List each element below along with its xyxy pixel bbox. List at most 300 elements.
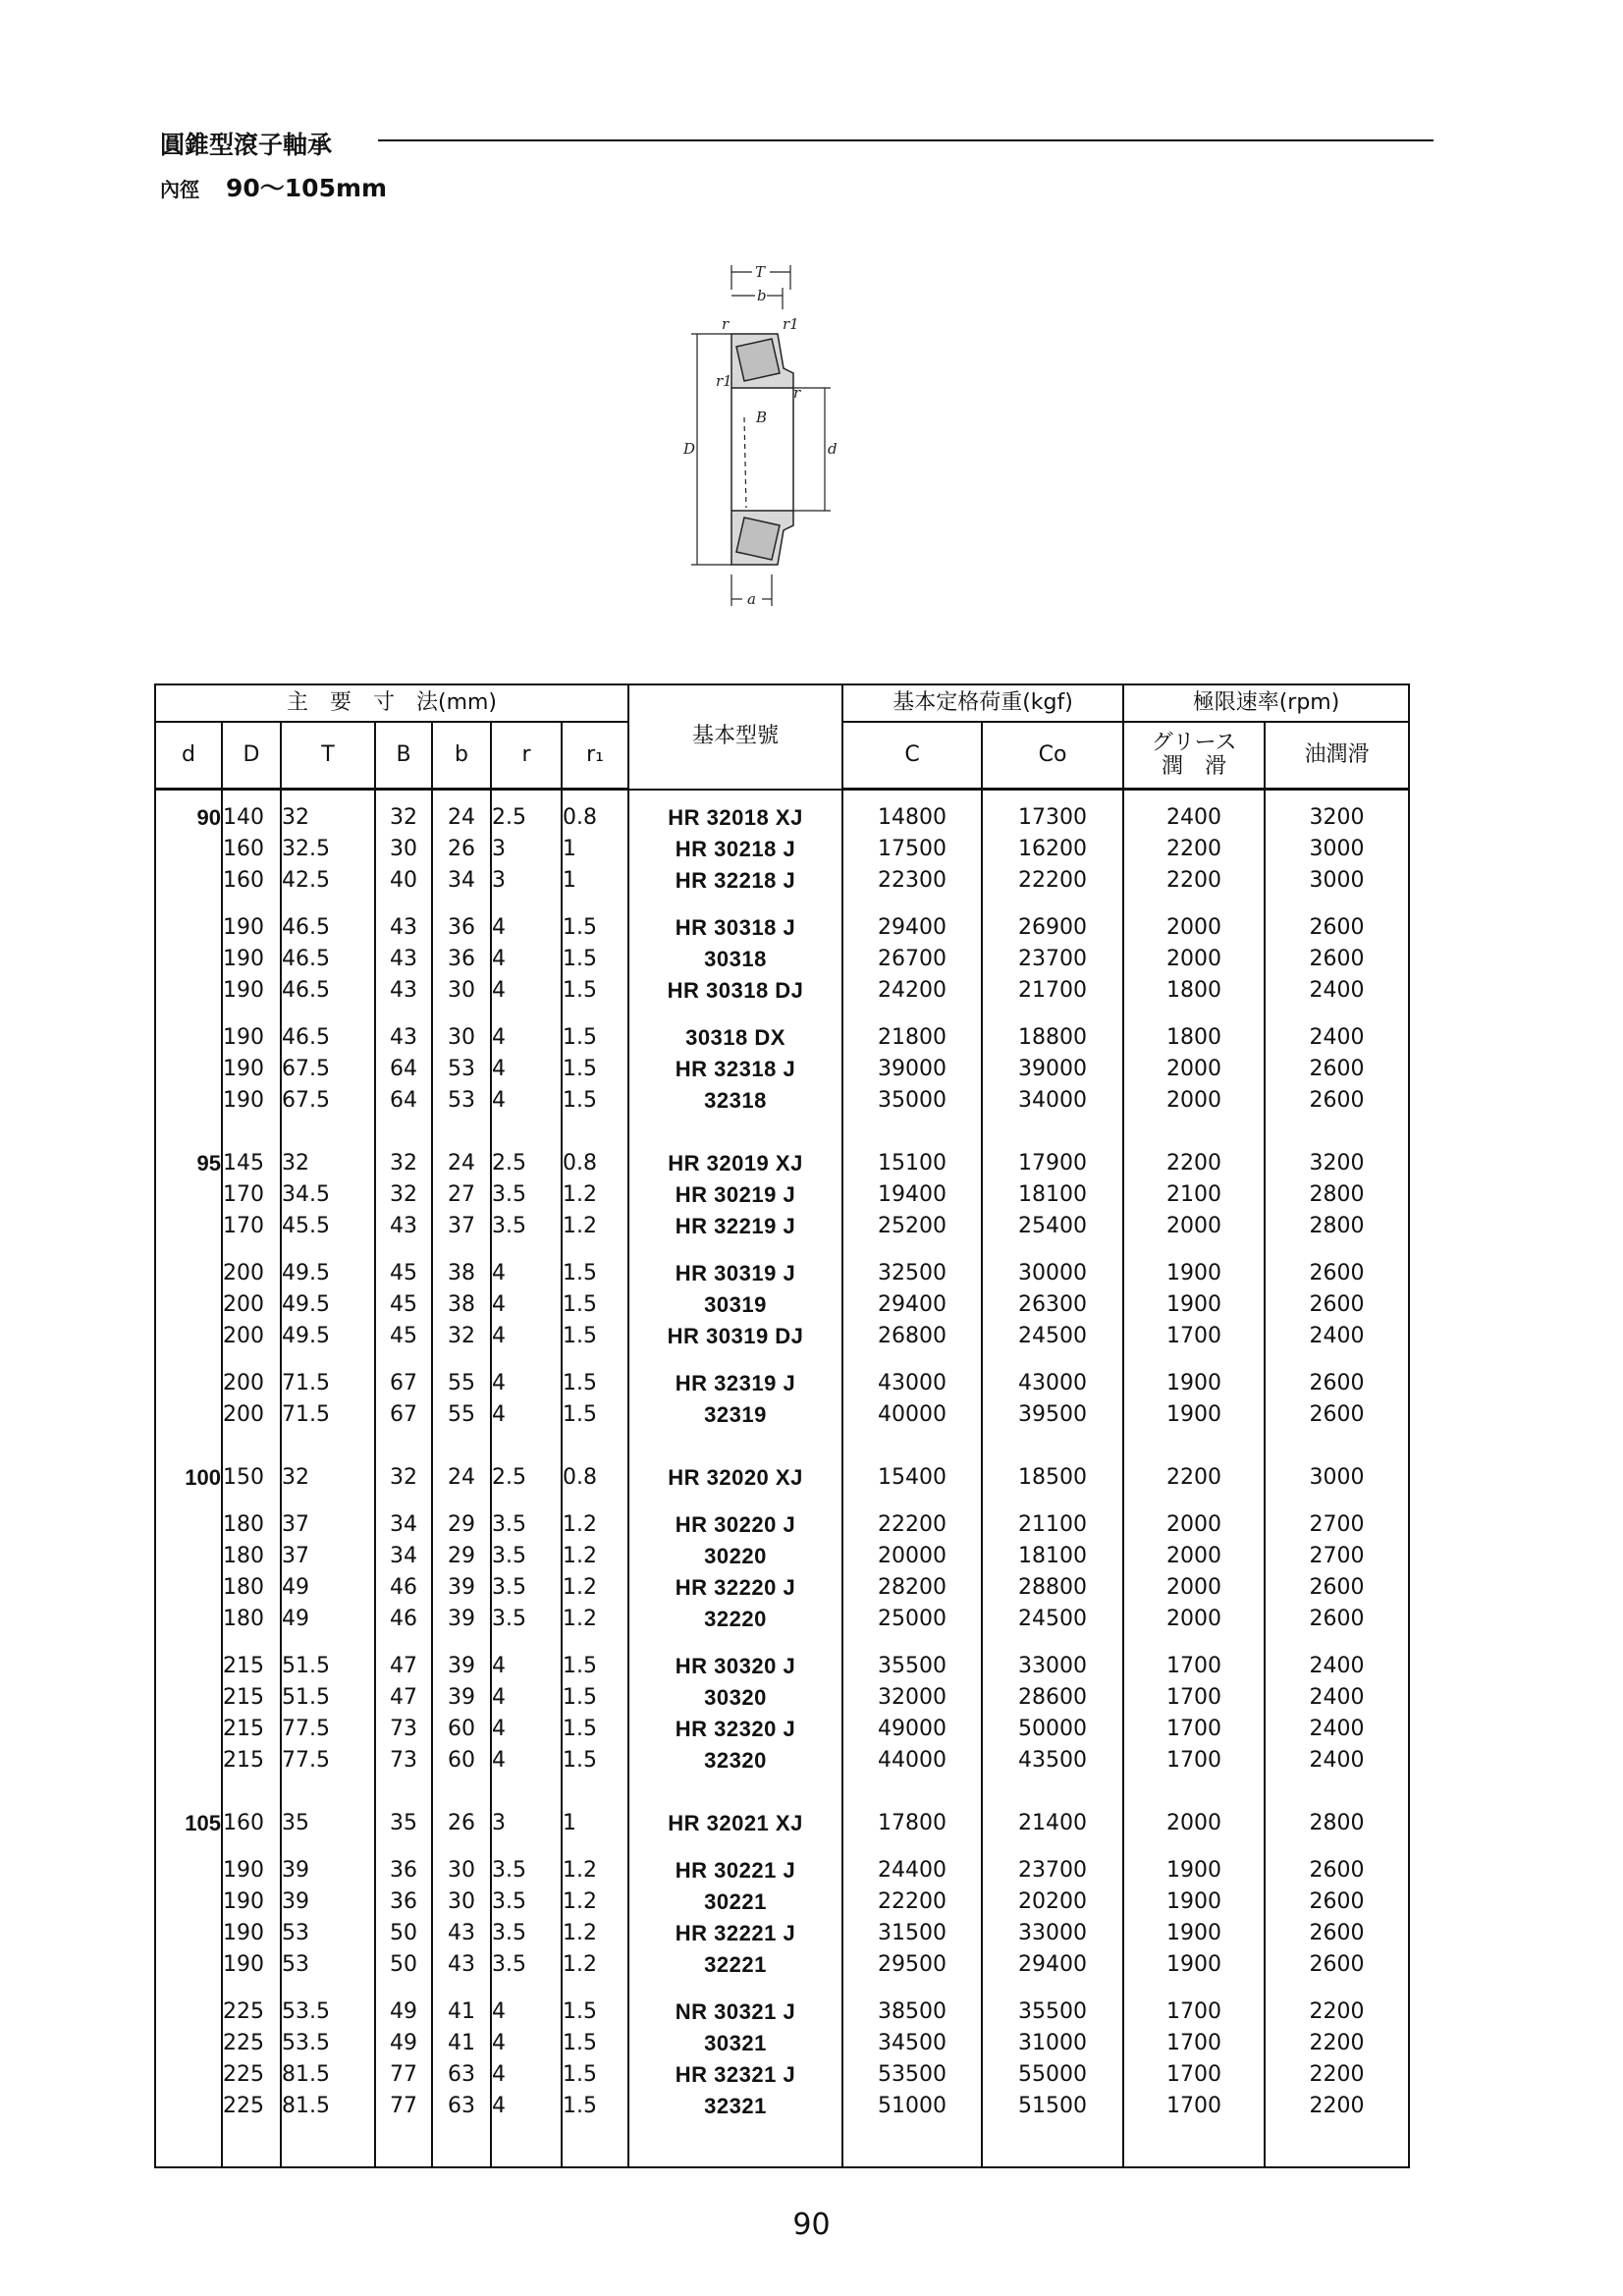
- cell-oil: 2600: [1309, 1292, 1365, 1317]
- cell-r: 4: [492, 915, 506, 940]
- cell-r1: 1.5: [563, 1748, 597, 1773]
- label-b: b: [757, 287, 767, 304]
- cell-r: 4: [492, 2062, 506, 2087]
- cell-oil: 2600: [1309, 915, 1365, 940]
- col-grease-cells: [1123, 790, 1265, 2168]
- cell-r: 2.5: [492, 805, 526, 830]
- label-B: B: [756, 409, 768, 426]
- cell-r1: 1.5: [563, 1654, 597, 1678]
- cell-grease: 1700: [1166, 1685, 1222, 1710]
- cell-grease: 2000: [1166, 915, 1222, 940]
- label-a: a: [747, 590, 756, 608]
- cell-Co: 29400: [1018, 1952, 1088, 1977]
- cell-D: 150: [223, 1465, 264, 1490]
- cell-r: 4: [492, 1654, 506, 1678]
- bore-d-cell: [156, 1289, 221, 1321]
- cell-r: 3.5: [492, 1182, 526, 1207]
- cell-b: 30: [448, 1858, 475, 1883]
- cell-r1: 1.5: [563, 1685, 597, 1710]
- cell-D: 145: [223, 1151, 264, 1175]
- cell-oil: 2600: [1309, 947, 1365, 971]
- cell-B: 47: [390, 1685, 417, 1710]
- cell-model: HR 32018 XJ: [668, 804, 803, 830]
- cell-model: HR 32020 XJ: [668, 1464, 803, 1490]
- cell-C: 28200: [878, 1575, 947, 1600]
- col-header-Co: Co: [982, 722, 1123, 790]
- cell-Co: 28600: [1018, 1685, 1088, 1710]
- cell-T: 53: [282, 1952, 309, 1977]
- cell-T: 32: [282, 1151, 309, 1175]
- cell-D: 190: [223, 947, 264, 971]
- cell-model: HR 32221 J: [675, 1920, 796, 1945]
- cell-D: 190: [223, 915, 264, 940]
- cell-D: 190: [223, 1889, 264, 1914]
- cell-D: 200: [223, 1371, 264, 1395]
- cell-B: 32: [390, 1151, 417, 1175]
- cell-grease: 2000: [1166, 1544, 1222, 1568]
- cell-B: 47: [390, 1654, 417, 1678]
- cell-T: 53.5: [282, 1999, 330, 2024]
- bore-d-cell: [156, 1258, 221, 1289]
- cell-Co: 35500: [1018, 1999, 1088, 2024]
- cell-r1: 1.2: [563, 1214, 597, 1238]
- cell-C: 31500: [878, 1921, 947, 1945]
- cell-r1: 1.5: [563, 2094, 597, 2118]
- cell-model: 32319: [704, 1401, 767, 1427]
- col-header-r: r: [491, 722, 562, 790]
- cell-r1: 0.8: [563, 805, 597, 830]
- cell-C: 29400: [878, 1292, 947, 1317]
- cell-b: 43: [448, 1921, 475, 1945]
- cell-Co: 21100: [1018, 1512, 1088, 1537]
- col-header-r1: r₁: [562, 722, 628, 790]
- cell-D: 215: [223, 1717, 264, 1741]
- cell-r1: 1.2: [563, 1544, 597, 1568]
- cell-C: 32500: [878, 1261, 947, 1285]
- cell-D: 215: [223, 1748, 264, 1773]
- cell-C: 20000: [878, 1544, 947, 1568]
- cell-T: 77.5: [282, 1748, 330, 1773]
- col-T-cells: [281, 790, 375, 2168]
- cell-T: 39: [282, 1858, 309, 1883]
- cell-b: 24: [448, 1465, 475, 1490]
- cell-oil: 2400: [1309, 1717, 1365, 1741]
- grease-header-line2: 潤 滑: [1162, 754, 1227, 779]
- cell-model: HR 30221 J: [675, 1857, 796, 1883]
- col-header-b: b: [432, 722, 491, 790]
- cell-Co: 31000: [1018, 2031, 1088, 2055]
- cell-grease: 1900: [1166, 1921, 1222, 1945]
- cell-r: 3.5: [492, 1512, 526, 1537]
- cell-Co: 21700: [1018, 978, 1088, 1003]
- cell-B: 36: [390, 1889, 417, 1914]
- cell-r: 3.5: [492, 1607, 526, 1631]
- cell-oil: 2400: [1309, 1748, 1365, 1773]
- bore-d-cell: [156, 865, 221, 897]
- bore-d-cell: [156, 1572, 221, 1604]
- cell-B: 32: [390, 805, 417, 830]
- cell-model: HR 30320 J: [675, 1653, 796, 1678]
- cell-C: 53500: [878, 2062, 947, 2087]
- cell-oil: 2600: [1309, 1402, 1365, 1427]
- cell-grease: 1800: [1166, 978, 1222, 1003]
- label-r-top: r: [722, 315, 730, 333]
- cell-D: 170: [223, 1182, 264, 1207]
- cell-r1: 1.5: [563, 978, 597, 1003]
- cell-r: 4: [492, 1371, 506, 1395]
- cell-r: 4: [492, 1088, 506, 1113]
- cell-B: 35: [390, 1811, 417, 1835]
- cell-r: 4: [492, 1717, 506, 1741]
- cell-b: 39: [448, 1685, 475, 1710]
- cell-T: 32.5: [282, 837, 330, 861]
- cell-r: 3.5: [492, 1952, 526, 1977]
- col-r-cells: [491, 790, 562, 2168]
- cell-T: 81.5: [282, 2094, 330, 2118]
- cell-Co: 30000: [1018, 1261, 1088, 1285]
- cell-oil: 2200: [1309, 1999, 1365, 2024]
- cell-grease: 1900: [1166, 1292, 1222, 1317]
- cell-Co: 39000: [1018, 1057, 1088, 1081]
- cell-D: 180: [223, 1512, 264, 1537]
- cell-r: 3.5: [492, 1575, 526, 1600]
- col-header-oil: 油潤滑: [1265, 722, 1409, 790]
- cell-oil: 2400: [1309, 1324, 1365, 1348]
- cell-Co: 51500: [1018, 2094, 1088, 2118]
- cell-r: 4: [492, 1324, 506, 1348]
- cell-T: 46.5: [282, 947, 330, 971]
- cell-T: 35: [282, 1811, 309, 1835]
- cell-model: 30318: [704, 946, 767, 971]
- cell-B: 43: [390, 947, 417, 971]
- cell-r: 3.5: [492, 1858, 526, 1883]
- cell-D: 200: [223, 1261, 264, 1285]
- bore-d-cell: 100: [185, 1465, 221, 1490]
- cell-oil: 2200: [1309, 2062, 1365, 2087]
- cell-Co: 17300: [1018, 805, 1088, 830]
- cell-model: NR 30321 J: [675, 1998, 796, 2024]
- cell-grease: 2100: [1166, 1182, 1222, 1207]
- cell-D: 190: [223, 1952, 264, 1977]
- cell-D: 160: [223, 868, 264, 893]
- cell-r: 4: [492, 1025, 506, 1050]
- label-d: d: [828, 440, 838, 458]
- cell-grease: 1700: [1166, 2062, 1222, 2087]
- col-header-C: C: [842, 722, 982, 790]
- cell-D: 190: [223, 1921, 264, 1945]
- cell-B: 45: [390, 1292, 417, 1317]
- cell-oil: 3200: [1309, 1151, 1365, 1175]
- cell-B: 34: [390, 1544, 417, 1568]
- cell-model: 32321: [704, 2093, 767, 2118]
- cell-C: 44000: [878, 1748, 947, 1773]
- bore-d-cell: [156, 1651, 221, 1682]
- cell-r1: 1.2: [563, 1952, 597, 1977]
- cell-b: 29: [448, 1544, 475, 1568]
- cell-B: 45: [390, 1324, 417, 1348]
- bearing-spec-table: [154, 683, 1410, 2168]
- cell-grease: 1700: [1166, 1748, 1222, 1773]
- cell-grease: 1900: [1166, 1402, 1222, 1427]
- cell-oil: 2600: [1309, 1088, 1365, 1113]
- cell-Co: 33000: [1018, 1654, 1088, 1678]
- cell-T: 46.5: [282, 978, 330, 1003]
- cell-model: HR 32021 XJ: [668, 1810, 803, 1835]
- bore-d-cell: [156, 1949, 221, 1981]
- cell-r1: 0.8: [563, 1151, 597, 1175]
- cell-D: 225: [223, 1999, 264, 2024]
- cell-r1: 1.2: [563, 1182, 597, 1207]
- cell-r: 2.5: [492, 1465, 526, 1490]
- cell-b: 39: [448, 1607, 475, 1631]
- cell-T: 39: [282, 1889, 309, 1914]
- bore-d-cell: [156, 1022, 221, 1054]
- cell-oil: 2600: [1309, 1858, 1365, 1883]
- cell-r: 4: [492, 2031, 506, 2055]
- cell-D: 200: [223, 1324, 264, 1348]
- cell-model: 30220: [704, 1543, 767, 1568]
- cell-model: 30320: [704, 1684, 767, 1710]
- cell-b: 38: [448, 1261, 475, 1285]
- cell-oil: 2200: [1309, 2031, 1365, 2055]
- bore-d-cell: [156, 944, 221, 975]
- bore-d-cell: [156, 1682, 221, 1714]
- cell-C: 51000: [878, 2094, 947, 2118]
- cell-oil: 3000: [1309, 837, 1365, 861]
- cell-D: 170: [223, 1214, 264, 1238]
- load-header: 基本定格荷重(kgf): [842, 684, 1123, 722]
- cell-r: 4: [492, 1057, 506, 1081]
- cell-Co: 24500: [1018, 1324, 1088, 1348]
- cell-B: 43: [390, 915, 417, 940]
- cell-Co: 28800: [1018, 1575, 1088, 1600]
- bore-d-cell: [156, 912, 221, 944]
- cell-grease: 2200: [1166, 1465, 1222, 1490]
- cell-C: 17800: [878, 1811, 947, 1835]
- bore-d-cell: [156, 1211, 221, 1242]
- cell-B: 64: [390, 1057, 417, 1081]
- cell-grease: 1800: [1166, 1025, 1222, 1050]
- cell-B: 45: [390, 1261, 417, 1285]
- cell-model: HR 30220 J: [675, 1511, 796, 1537]
- cell-B: 34: [390, 1512, 417, 1537]
- cell-B: 67: [390, 1371, 417, 1395]
- cell-C: 22200: [878, 1512, 947, 1537]
- cell-B: 49: [390, 2031, 417, 2055]
- bore-value: 90～105mm: [226, 174, 388, 202]
- cell-r1: 1.5: [563, 2031, 597, 2055]
- cell-D: 140: [223, 805, 264, 830]
- cell-b: 53: [448, 1088, 475, 1113]
- cell-r1: 1.5: [563, 2062, 597, 2087]
- cell-Co: 20200: [1018, 1889, 1088, 1914]
- cell-b: 34: [448, 868, 475, 893]
- cell-T: 46.5: [282, 1025, 330, 1050]
- cell-Co: 33000: [1018, 1921, 1088, 1945]
- cell-D: 190: [223, 1057, 264, 1081]
- cell-oil: 3000: [1309, 868, 1365, 893]
- cell-T: 49: [282, 1575, 309, 1600]
- cell-r1: 1.5: [563, 1999, 597, 2024]
- col-header-grease: [1123, 722, 1265, 790]
- cell-b: 55: [448, 1402, 475, 1427]
- cell-C: 25000: [878, 1607, 947, 1631]
- cell-Co: 26900: [1018, 915, 1088, 940]
- cell-Co: 23700: [1018, 947, 1088, 971]
- cell-Co: 21400: [1018, 1811, 1088, 1835]
- cell-C: 43000: [878, 1371, 947, 1395]
- cell-b: 32: [448, 1324, 475, 1348]
- cell-model: HR 30319 J: [675, 1260, 796, 1285]
- cell-model: HR 32320 J: [675, 1716, 796, 1741]
- cell-T: 77.5: [282, 1717, 330, 1741]
- table-body-row: [155, 790, 1409, 2168]
- cell-grease: 1700: [1166, 1999, 1222, 2024]
- cell-r1: 1.5: [563, 1402, 597, 1427]
- cell-T: 67.5: [282, 1057, 330, 1081]
- cell-grease: 2000: [1166, 1575, 1222, 1600]
- cell-b: 30: [448, 1025, 475, 1050]
- cell-model: 30221: [704, 1888, 767, 1914]
- cell-r1: 1.5: [563, 947, 597, 971]
- cell-b: 39: [448, 1575, 475, 1600]
- cell-T: 32: [282, 1465, 309, 1490]
- cell-T: 32: [282, 805, 309, 830]
- cell-B: 32: [390, 1182, 417, 1207]
- cell-b: 53: [448, 1057, 475, 1081]
- cell-model: 30321: [704, 2030, 767, 2055]
- cell-oil: 2800: [1309, 1182, 1365, 1207]
- cell-grease: 1900: [1166, 1261, 1222, 1285]
- cell-r: 2.5: [492, 1151, 526, 1175]
- cell-B: 32: [390, 1465, 417, 1490]
- cell-oil: 2600: [1309, 1575, 1365, 1600]
- col-B-cells: [375, 790, 432, 2168]
- cell-model: 32320: [704, 1747, 767, 1773]
- cell-b: 43: [448, 1952, 475, 1977]
- cell-r1: 1.2: [563, 1512, 597, 1537]
- cell-b: 24: [448, 1151, 475, 1175]
- cell-T: 34.5: [282, 1182, 330, 1207]
- col-model-cells: [628, 790, 842, 2168]
- cell-T: 51.5: [282, 1685, 330, 1710]
- cell-r: 3.5: [492, 1214, 526, 1238]
- cell-B: 43: [390, 1025, 417, 1050]
- cell-grease: 2400: [1166, 805, 1222, 830]
- cell-oil: 2400: [1309, 1025, 1365, 1050]
- bore-d-cell: [156, 1886, 221, 1918]
- cell-oil: 2400: [1309, 978, 1365, 1003]
- bore-d-cell: 90: [196, 805, 221, 830]
- bore-d-cell: [156, 1054, 221, 1085]
- cell-r: 4: [492, 1261, 506, 1285]
- cell-oil: 2600: [1309, 1889, 1365, 1914]
- cell-Co: 23700: [1018, 1858, 1088, 1883]
- cell-C: 34500: [878, 2031, 947, 2055]
- cell-model: HR 32319 J: [675, 1370, 796, 1395]
- cell-r: 3: [492, 1811, 506, 1835]
- cell-r1: 0.8: [563, 1465, 597, 1490]
- cell-b: 24: [448, 805, 475, 830]
- bore-d-cell: [156, 1509, 221, 1541]
- dims-header: 主 要 寸 法(mm): [155, 684, 628, 722]
- cell-Co: 17900: [1018, 1151, 1088, 1175]
- cell-b: 41: [448, 2031, 475, 2055]
- cell-r1: 1.2: [563, 1575, 597, 1600]
- cell-T: 81.5: [282, 2062, 330, 2087]
- cell-r1: 1.5: [563, 915, 597, 940]
- cell-model: HR 32019 XJ: [668, 1150, 803, 1175]
- bore-d-cell: [156, 1855, 221, 1886]
- cell-r1: 1: [563, 837, 576, 861]
- bore-d-cell: [156, 2059, 221, 2091]
- cell-grease: 1700: [1166, 1654, 1222, 1678]
- cell-C: 17500: [878, 837, 947, 861]
- cell-D: 190: [223, 1858, 264, 1883]
- page-title: 圓錐型滾子軸承: [160, 131, 333, 159]
- bore-d-cell: [156, 1085, 221, 1117]
- bore-d-cell: [156, 1714, 221, 1745]
- cell-Co: 34000: [1018, 1088, 1088, 1113]
- cell-grease: 2200: [1166, 1151, 1222, 1175]
- cell-r1: 1.5: [563, 1057, 597, 1081]
- cell-r: 3: [492, 837, 506, 861]
- cell-r: 3.5: [492, 1889, 526, 1914]
- cell-grease: 2000: [1166, 947, 1222, 971]
- col-b-cells: [432, 790, 491, 2168]
- cell-C: 40000: [878, 1402, 947, 1427]
- cell-D: 180: [223, 1544, 264, 1568]
- cell-model: 32221: [704, 1951, 767, 1977]
- bore-d-cell: [156, 1745, 221, 1777]
- cell-grease: 2200: [1166, 868, 1222, 893]
- cell-B: 49: [390, 1999, 417, 2024]
- cell-b: 38: [448, 1292, 475, 1317]
- cell-oil: 2600: [1309, 1921, 1365, 1945]
- cell-Co: 18800: [1018, 1025, 1088, 1050]
- cell-b: 26: [448, 837, 475, 861]
- cell-r: 4: [492, 1685, 506, 1710]
- cell-C: 29500: [878, 1952, 947, 1977]
- cell-grease: 1900: [1166, 1889, 1222, 1914]
- cell-b: 36: [448, 947, 475, 971]
- cell-T: 49.5: [282, 1292, 330, 1317]
- cell-b: 63: [448, 2062, 475, 2087]
- cell-T: 49.5: [282, 1261, 330, 1285]
- cell-grease: 2000: [1166, 1088, 1222, 1113]
- cell-b: 41: [448, 1999, 475, 2024]
- cell-oil: 3000: [1309, 1465, 1365, 1490]
- cell-D: 225: [223, 2094, 264, 2118]
- cell-r1: 1.5: [563, 1371, 597, 1395]
- cell-grease: 1700: [1166, 2031, 1222, 2055]
- cell-grease: 2000: [1166, 1811, 1222, 1835]
- cell-b: 60: [448, 1748, 475, 1773]
- cell-r: 3: [492, 868, 506, 893]
- cell-b: 26: [448, 1811, 475, 1835]
- cell-b: 30: [448, 978, 475, 1003]
- cell-B: 64: [390, 1088, 417, 1113]
- bearing-diagram: [677, 250, 854, 624]
- cell-T: 45.5: [282, 1214, 330, 1238]
- page-number: 90: [792, 2208, 831, 2242]
- bore-d-cell: [156, 975, 221, 1007]
- cell-T: 49: [282, 1607, 309, 1631]
- cell-B: 77: [390, 2094, 417, 2118]
- cell-r: 4: [492, 978, 506, 1003]
- cell-Co: 22200: [1018, 868, 1088, 893]
- cell-model: HR 30218 J: [675, 836, 796, 861]
